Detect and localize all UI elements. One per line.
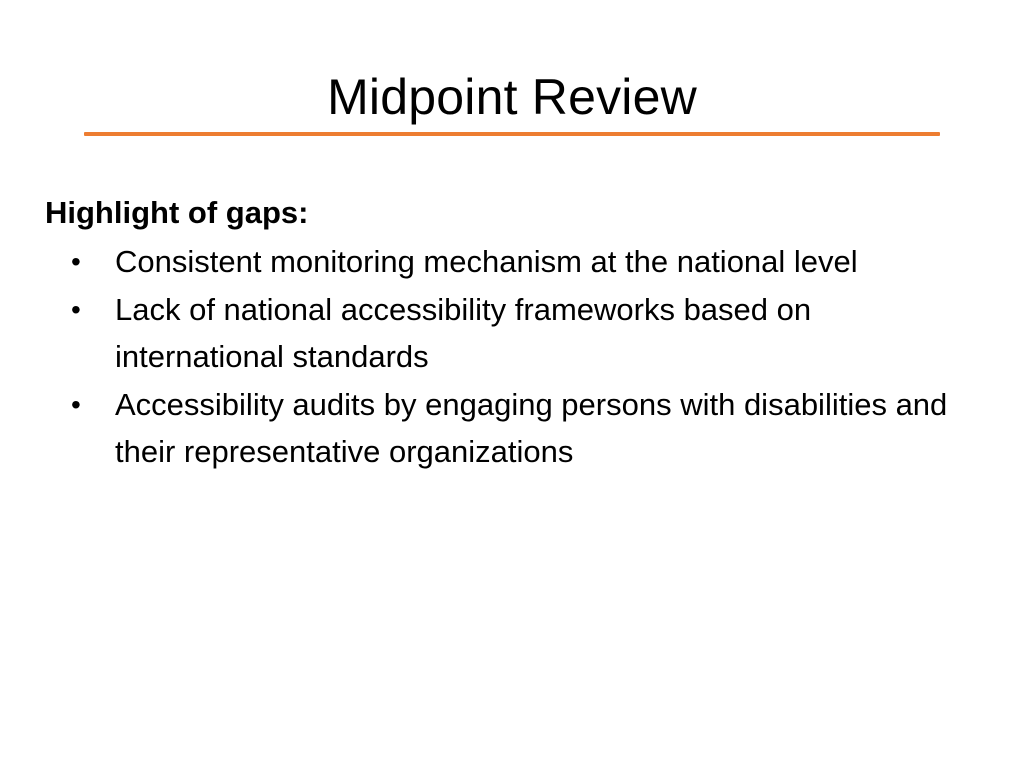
bullet-text: Consistent monitoring mechanism at the national level [115,244,858,279]
slide-body [45,190,985,476]
section-heading: Highlight of gaps: [45,195,309,230]
bullet-icon: • [71,246,81,277]
bullet-icon: • [71,293,81,325]
bullet-icon: • [71,388,81,420]
bullet-list [45,238,985,476]
bullet-item [45,381,985,476]
bullet-text: Accessibility audits by engaging persons with disabilities and their representative organizations [115,386,948,469]
bullet-item [45,238,985,286]
title-underline [84,132,940,136]
bullet-item [45,286,985,381]
slide-title: Midpoint Review [327,69,697,125]
bullet-text: Lack of national accessibility frameworks based on international standards [115,291,812,374]
